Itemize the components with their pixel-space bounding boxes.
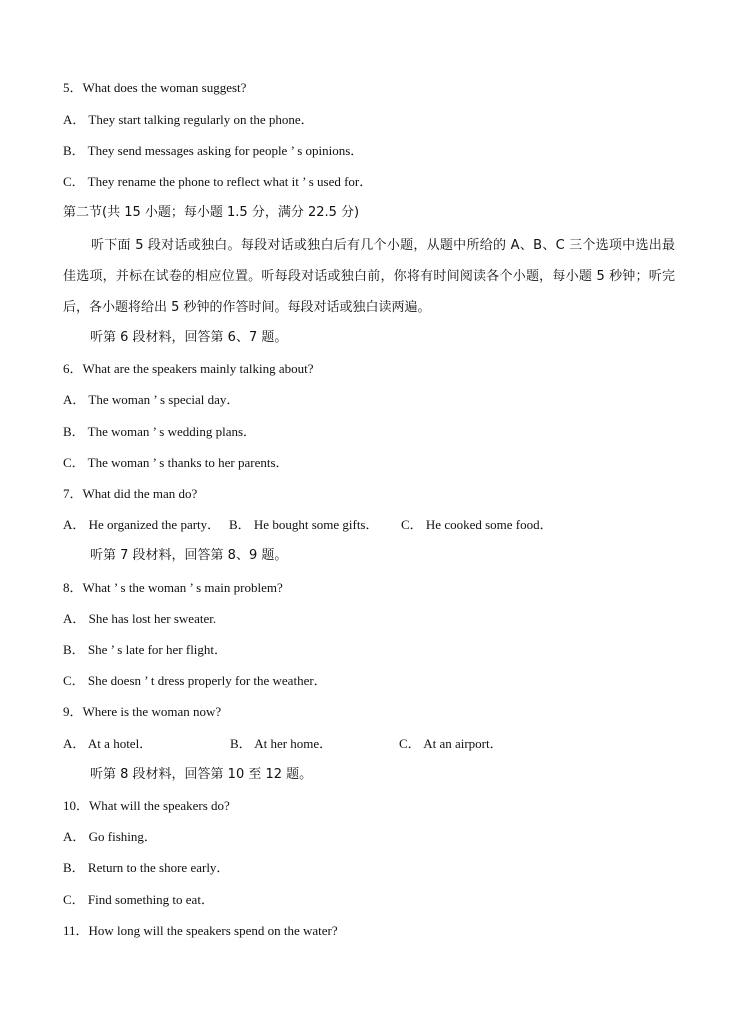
q7-option-c: C． He cooked some food．: [401, 517, 553, 532]
material-7-note: 听第 7 段材料，回答第 8、9 题。: [90, 548, 288, 563]
q9-option-b: B． At her home．: [230, 736, 333, 751]
q6-option-b: B． The woman ’ s wedding plans．: [63, 424, 257, 439]
q8-option-a: A． She has lost her sweater.: [63, 611, 217, 626]
q9-option-c: C． At an airport．: [399, 736, 503, 751]
q10-option-a: A． Go fishing．: [63, 829, 157, 844]
q7-option-b: B． He bought some gifts．: [229, 517, 379, 532]
question-9: 9．Where is the woman now?: [63, 704, 222, 719]
q6-option-a: A． The woman ’ s special day．: [63, 392, 240, 407]
q8-option-c: C． She doesn ’ t dress properly for the weather．: [63, 673, 327, 688]
section-2-instructions: 听下面 5 段对话或独白。每段对话或独白后有几个小题，从题中所给的 A、B、C 三个选项中选出最佳选项，并标在试卷的相应位置。听每段对话或独白前，你将有时间阅读各个小题，每小题 5 秒钟；听完后，各小题将给出 5 秒钟的作答时间。每段对话或独白读两遍。: [63, 238, 675, 315]
question-6: 6．What are the speakers mainly talking about?: [63, 361, 314, 376]
material-8-note: 听第 8 段材料，回答第 10 至 12 题。: [90, 767, 313, 782]
question-7: 7．What did the man do?: [63, 486, 198, 501]
q8-option-b: B． She ’ s late for her flight．: [63, 642, 228, 657]
q7-option-a: A． He organized the party．: [63, 517, 221, 532]
q5-option-c: C． They rename the phone to reflect what it ’ s used for．: [63, 174, 373, 189]
q5-option-a: A． They start talking regularly on the phone．: [63, 112, 314, 127]
material-6-note: 听第 6 段材料，回答第 6、7 题。: [90, 330, 288, 345]
q10-option-c: C． Find something to eat．: [63, 892, 214, 907]
section-2-heading: 第二节(共 15 小题；每小题 1.5 分，满分 22.5 分): [63, 205, 360, 220]
question-5: 5．What does the woman suggest?: [63, 80, 247, 95]
q5-option-b: B． They send messages asking for people ’ s opinions．: [63, 143, 364, 158]
question-8: 8．What ’ s the woman ’ s main problem?: [63, 580, 283, 595]
question-10: 10．What will the speakers do?: [63, 798, 230, 813]
question-11: 11．How long will the speakers spend on the water?: [63, 923, 338, 938]
q10-option-b: B． Return to the shore early．: [63, 860, 230, 875]
q9-option-a: A． At a hotel．: [63, 736, 153, 751]
q6-option-c: C． The woman ’ s thanks to her parents．: [63, 455, 289, 470]
